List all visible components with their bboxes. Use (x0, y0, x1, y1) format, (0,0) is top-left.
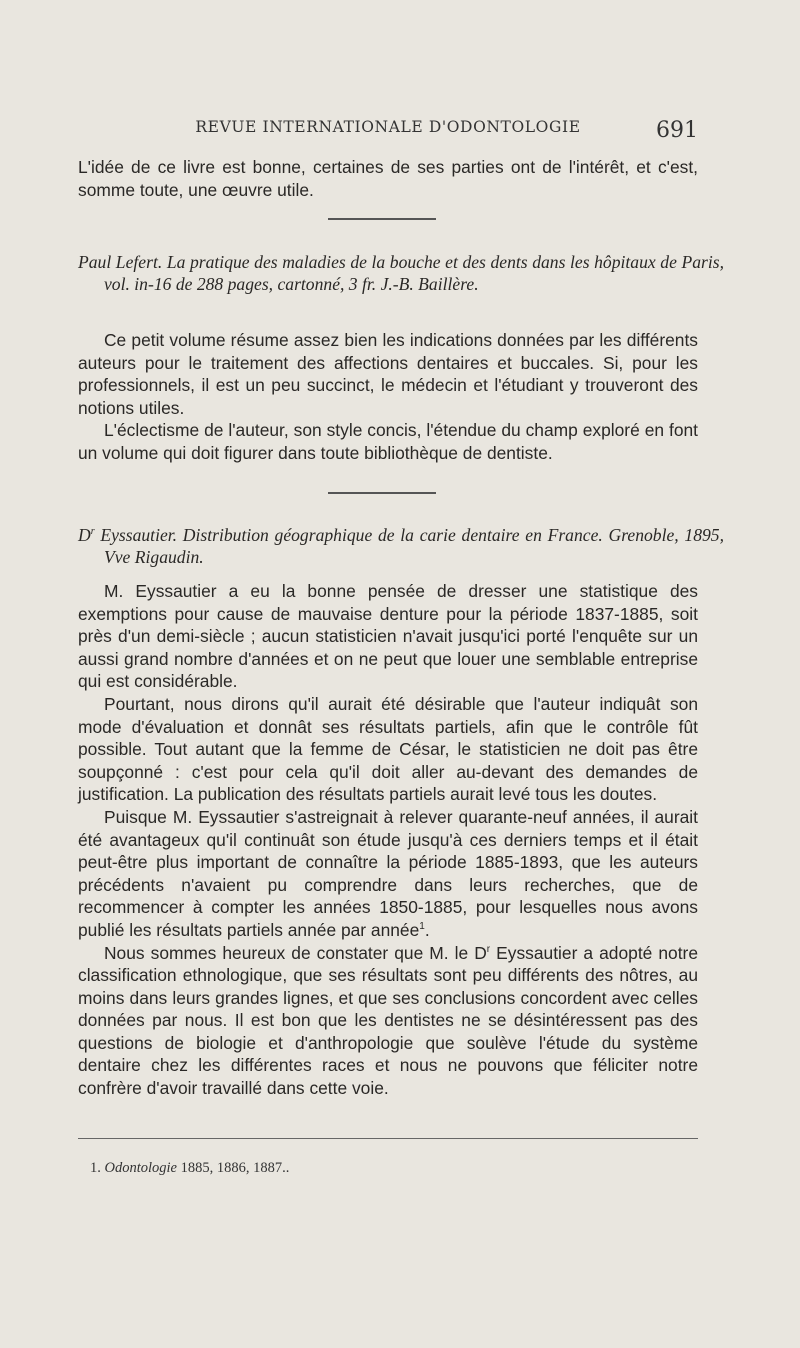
review-2-paragraph: Pourtant, nous dirons qu'il aurait été désirable que l'auteur indiquât son mode d'évaluation et donnât ses résultats partiels, afin que le contrôle fût possible. Tout autant que la femme de César, le statisticien ne doit pas être soupçonné : c'est pour cela qu'il doit aller au-devant des demandes de justification. La publication des résultats partiels aurait levé tous les doutes. (78, 693, 698, 805)
footnote-years: 1885, 1886, 1887.. (180, 1160, 290, 1176)
footnote-number: 1. (90, 1160, 101, 1176)
review-1-paragraph: L'éclectisme de l'auteur, son style concis, l'étendue du champ exploré en font un volume qui doit figurer dans toute bibliothèque de dentiste. (78, 420, 698, 463)
reference-prefix: D (78, 525, 91, 545)
footnote (90, 1160, 289, 1177)
page-header (78, 118, 698, 143)
review-2-body (78, 580, 698, 1100)
review-1-paragraph: Ce petit volume résume assez bien les indications données par les différents auteurs pour le traitement des affections dentaires et buccales. Si, pour les professionnels, il est un peu succinct, le médecin et l'étudiant y trouveront des notions utiles. (78, 330, 698, 418)
review-1-reference: Paul Lefert. La pratique des maladies de la bouche et des dents dans les hôpitaux de Paris, vol. in-16 de 288 pages, cartonné, 3 fr. J.-B. Baillère. (78, 252, 724, 294)
review-2-paragraph: M. Eyssautier a eu la bonne pensée de dresser une statistique des exemptions pour cause de mauvaise denture pour la période 1837-1885, soit près d'un demi-siècle ; aucun statisticien n'avait jusqu'ici porté l'enquête sur un aussi grand nombre d'années et on ne peut que louer une semblable entreprise qui est considérable. (78, 581, 698, 692)
review-2-reference (78, 524, 724, 568)
review-2-paragraph (78, 806, 698, 942)
review-1-body (78, 329, 698, 465)
doctor-sup: r (486, 943, 491, 955)
footnote-marker: 1 (419, 921, 425, 933)
paragraph-text: Nous sommes heureux de constater que M. le D (104, 942, 487, 963)
page-number: 691 (656, 118, 698, 143)
footnote-rule (78, 1138, 698, 1139)
section-divider (328, 218, 436, 220)
intro-text (78, 156, 698, 201)
paragraph-end: . (424, 919, 430, 940)
section-divider (328, 492, 436, 494)
intro-paragraph: L'idée de ce livre est bonne, certaines de ses parties ont de l'intérêt, et c'est, somme toute, une œuvre utile. (78, 157, 698, 200)
paragraph-text: Puisque M. Eyssautier s'astreignait à relever quarante-neuf années, il aurait été avantageux qu'il continuât son étude jusqu'à ces derniers temps et il était peut-être plus important de connaître la période 1885-1893, que les auteurs précédents n'avaient pu comprendre dans leurs recherches, que de recommencer à compter les années 1850-1885, pour lesquelles nous avons publié les résultats partiels année par année (78, 806, 698, 940)
review-2-paragraph (78, 942, 698, 1100)
footnote-title: Odontologie (104, 1160, 177, 1176)
running-title: REVUE INTERNATIONALE D'ODONTOLOGIE (195, 118, 581, 136)
paragraph-text: Eyssautier a adopté notre classification ethnologique, que ses résultats sont peu différents des nôtres, au moins dans leurs grandes lignes, et que ses conclusions concordent avec celles données par nous. Il est bon que les dentistes ne se désintéressent pas des questions de biologie et d'anthropologie que soulève l'étude du système dentaire chez les différentes races et nous ne pouvons que féliciter notre confrère d'avoir travaillé dans cette voie. (78, 942, 698, 1099)
reference-sup: r (90, 526, 95, 538)
reference-text: Eyssautier. Distribution géographique de la carie dentaire en France. Grenoble, 1895, Vve Rigaudin. (94, 525, 724, 567)
